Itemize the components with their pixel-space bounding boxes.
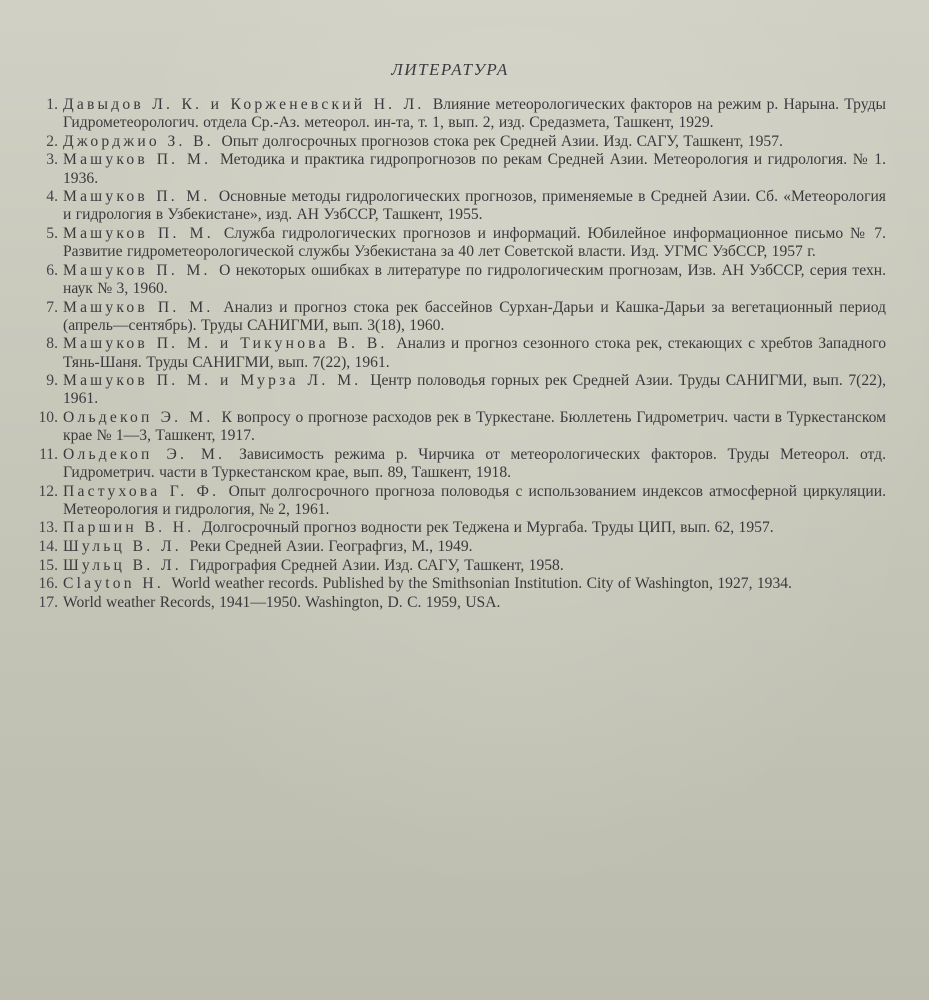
reference-author: Ольдекоп Э. М. <box>63 445 240 463</box>
reference-text: Центр половодья горных рек Средней Азии. Труды САНИГМИ, вып. 7(22), 1961. <box>63 372 887 408</box>
reference-item <box>24 262 886 298</box>
reference-item <box>24 575 886 593</box>
reference-text: Основные методы гидрологических прогнозов, применяемые в Средней Азии. Сб. «Метеорология и гидрология в Узбекистане», изд. АН УзбССР, Ташкент, 1955. <box>63 188 886 224</box>
reference-text: World weather Records, 1941—1950. Washington, D. C. 1959, USA. <box>63 593 501 611</box>
reference-number: 3. <box>46 151 58 169</box>
reference-author: Машуков П. М. <box>63 151 220 169</box>
reference-list <box>24 96 886 612</box>
reference-text: Опыт долгосрочных прогнозов стока рек Средней Азии. Изд. САГУ, Ташкент, 1957. <box>221 132 783 150</box>
reference-number: 16. <box>38 575 58 593</box>
reference-number: 13. <box>38 519 58 537</box>
reference-number: 10. <box>38 408 58 426</box>
reference-item <box>24 133 886 151</box>
reference-author: Давыдов Л. К. и Корженевский Н. Л. <box>63 96 433 113</box>
reference-author: Clayton H. <box>63 575 172 593</box>
reference-author: Машуков П. М. <box>63 298 224 316</box>
reference-author: Машуков П. М. <box>63 188 219 206</box>
reference-item <box>24 372 886 408</box>
reference-text: Анализ и прогноз стока рек бассейнов Сурхан-Дарьи и Кашка-Дарьи за вегетационный период (апрель—сентябрь). Труды САНИГМИ, вып. 3(18), 1960. <box>63 298 886 334</box>
reference-number: 9. <box>46 372 58 390</box>
reference-text: Служба гидрологических прогнозов и информаций. Юбилейное информационное письмо № 7. Развитие гидрометеорологической службы Узбекистана за 40 лет Советской власти. Изд. УГМС УзбССР, 1957 г. <box>63 224 886 261</box>
reference-text: Гидрография Средней Азии. Изд. САГУ, Ташкент, 1958. <box>189 556 564 574</box>
reference-text: World weather records. Published by the Smithsonian Institution. City of Washington, 1927, 1934. <box>171 575 792 593</box>
reference-item <box>24 594 886 612</box>
reference-number: 4. <box>46 188 58 206</box>
reference-item <box>24 446 886 482</box>
reference-number: 8. <box>46 335 58 353</box>
reference-number: 1. <box>46 96 58 113</box>
reference-text: Методика и практика гидропрогнозов по рекам Средней Азии. Метеорология и гидрология. № 1. 1936. <box>63 151 886 187</box>
reference-number: 7. <box>46 298 58 316</box>
reference-text: Долгосрочный прогноз водности рек Теджена и Мургаба. Труды ЦИП, вып. 62, 1957. <box>201 519 774 537</box>
reference-item <box>24 225 886 261</box>
reference-text: Реки Средней Азии. Географгиз, М., 1949. <box>189 537 473 555</box>
reference-text: Анализ и прогноз сезонного стока рек, стекающих с хребтов Западного Тянь-Шаня. Труды САНИГМИ, вып. 7(22), 1961. <box>63 335 886 371</box>
reference-text: Влияние метеорологических факторов на режим р. Нарына. Труды Гидрометеорологич. отдела Ср.-Аз. метеорол. ин-та, т. 1, вып. 2, изд. Средазмета, Ташкент, 1929. <box>63 96 886 132</box>
reference-author: Джорджио З. В. <box>63 132 222 150</box>
reference-text: Опыт долгосрочного прогноза половодья с использованием индексов атмосферной циркуляции. Метеорология и гидрология, № 2, 1961. <box>63 482 886 518</box>
reference-number: 15. <box>38 556 58 574</box>
reference-number: 5. <box>46 224 58 242</box>
reference-item <box>24 483 886 519</box>
reference-item <box>24 151 886 187</box>
reference-author: Машуков П. М. <box>63 224 224 242</box>
reference-item <box>24 519 886 537</box>
reference-author: Пастухова Г. Ф. <box>63 482 229 500</box>
reference-author: Машуков П. М. и Мурза Л. М. <box>63 372 371 390</box>
reference-number: 6. <box>46 261 58 279</box>
reference-author: Паршин В. Н. <box>63 519 202 537</box>
reference-number: 17. <box>38 593 58 611</box>
reference-text: К вопросу о прогнозе расходов рек в Туркестане. Бюллетень Гидрометрич. части в Туркестанском крае № 1—3, Ташкент, 1917. <box>63 408 886 445</box>
reference-item <box>24 335 886 371</box>
reference-text: Зависимость режима р. Чирчика от метеорологических факторов. Труды Метеорол. отд. Гидрометрич. части в Туркестанском крае, вып. 89, Ташкент, 1918. <box>63 445 886 481</box>
reference-item <box>24 409 886 445</box>
reference-item <box>24 557 886 575</box>
reference-author: Шульц В. Л. <box>63 556 190 574</box>
reference-item <box>24 299 886 335</box>
reference-author: Машуков П. М. <box>63 261 220 279</box>
reference-text: О некоторых ошибках в литературе по гидрологическим прогнозам, Изв. АН УзбССР, серия техн. наук № 3, 1960. <box>63 261 886 297</box>
reference-author: Шульц В. Л. <box>63 537 190 555</box>
reference-item <box>24 96 886 132</box>
reference-item <box>24 538 886 556</box>
reference-number: 11. <box>39 445 58 463</box>
page-heading: ЛИТЕРАТУРА <box>391 60 509 79</box>
reference-author: Машуков П. М. и Тикунова В. В. <box>63 335 397 353</box>
reference-number: 2. <box>46 132 58 150</box>
reference-number: 12. <box>38 482 58 500</box>
reference-author: Ольдекоп Э. М. <box>63 408 222 426</box>
reference-number: 14. <box>38 537 58 555</box>
reference-item <box>24 188 886 224</box>
